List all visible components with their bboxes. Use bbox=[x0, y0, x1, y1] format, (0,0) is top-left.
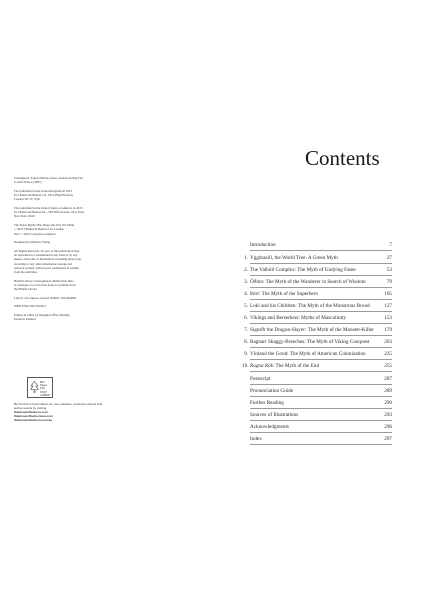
imprint-line: The Norse Myths That Shape the Way We Think bbox=[14, 223, 75, 228]
toc-entry-number: 6. bbox=[244, 315, 248, 321]
imprint-line: recording or any other information storage and bbox=[14, 261, 72, 266]
toc-entry-page: 203 bbox=[384, 339, 392, 345]
fsc-line: MIX bbox=[40, 381, 45, 384]
toc-entry-title: Ragna Rök: The Myth of the End bbox=[250, 363, 320, 369]
toc-entry-page: 287 bbox=[384, 376, 392, 382]
toc-entry-title: Further Reading bbox=[250, 400, 284, 406]
toc-entry-title: Óðinn: The Myth of the Wanderer in Search of Wisdom bbox=[250, 279, 366, 285]
toc-entry-number: 2. bbox=[244, 267, 248, 273]
imprint-line: by Thames & Hudson Inc., 500 Fifth Avenue, New York, bbox=[14, 210, 85, 215]
toc-entry-number: 7. bbox=[244, 327, 248, 333]
toc-entry-number: 1. bbox=[244, 255, 248, 261]
imprint-line: New York 10110 bbox=[14, 214, 35, 219]
toc-row bbox=[250, 239, 392, 251]
toc-entry-title: Introduction bbox=[250, 242, 276, 248]
toc-chapters bbox=[242, 252, 392, 372]
toc-row bbox=[250, 397, 392, 409]
toc-entry-page: 289 bbox=[384, 388, 392, 394]
toc-entry-page: 296 bbox=[384, 424, 392, 430]
promo-text: Be the first to know about our new releases, exclusive content and author events by visiting bbox=[14, 402, 103, 410]
toc-row bbox=[244, 264, 392, 276]
toc-entry-page: 153 bbox=[384, 315, 392, 321]
toc-entry-number: 4. bbox=[244, 291, 248, 297]
imprint-line: Designed by Matthew Young bbox=[14, 240, 51, 245]
fsc-line: FSC bbox=[40, 387, 46, 391]
toc-entry-number: 10. bbox=[242, 363, 249, 369]
imprint-paragraph bbox=[14, 223, 112, 236]
imprint-line: means, electronic or mechanical, including photocopy, bbox=[14, 257, 82, 262]
toc-entry-page: 53 bbox=[386, 267, 392, 273]
toc-entry-page: 225 bbox=[384, 351, 392, 357]
imprint-line: Products Limited bbox=[14, 317, 36, 322]
toc-entry-title: Postscript bbox=[250, 376, 271, 382]
imprint-paragraph bbox=[14, 313, 112, 321]
toc-row bbox=[244, 288, 392, 300]
imprint-line: All Rights Reserved. No part of this publication may bbox=[14, 248, 80, 253]
promo-note bbox=[14, 402, 110, 422]
toc-entry-title: Yggdrasill, the World Tree: A Green Myth bbox=[250, 255, 338, 261]
toc-entry-page: 255 bbox=[384, 363, 392, 369]
imprint-line: First published in the United States of America in 2023 bbox=[14, 206, 83, 211]
toc-entry-page: 179 bbox=[384, 327, 392, 333]
promo-urls bbox=[14, 410, 110, 422]
promo-url: thamesandhudsonusa.com bbox=[14, 414, 53, 418]
toc-entry-page: 293 bbox=[384, 412, 392, 418]
imprint-line: Frontispiece: Edward Burne-Jones, Gudrun Setting Fire bbox=[14, 176, 84, 180]
imprint-line: be reproduced or transmitted in any form or by any bbox=[14, 253, 78, 258]
toc-row bbox=[250, 433, 392, 445]
toc-row bbox=[244, 324, 392, 336]
copyright-imprint bbox=[14, 176, 112, 326]
toc-entry-title: Acknowledgments bbox=[250, 424, 289, 430]
toc-row bbox=[250, 385, 392, 397]
imprint-line: Library of Congress Control Number 2022944082 bbox=[14, 295, 77, 300]
toc-row bbox=[244, 336, 392, 348]
imprint-paragraph bbox=[14, 249, 112, 274]
imprint-paragraph bbox=[14, 304, 112, 308]
toc-entry-title-italic: Ragna Rök bbox=[250, 363, 273, 369]
toc-row bbox=[250, 409, 392, 421]
toc-entry-number: 5. bbox=[244, 303, 248, 309]
toc-back-matter bbox=[250, 373, 392, 445]
toc-entry-number: 9. bbox=[244, 351, 248, 357]
imprint-line: Text © 2023 Carolyne Larrington bbox=[14, 231, 56, 236]
promo-url: thamesandhudson.com.au bbox=[14, 418, 53, 422]
imprint-line: retrieval system, without prior permission in writing bbox=[14, 265, 79, 270]
toc-entry-page: 27 bbox=[386, 255, 392, 261]
imprint-paragraph bbox=[14, 206, 112, 219]
imprint-line: ISBN 978-0-500-25249-5 bbox=[14, 304, 47, 309]
imprint-paragraph bbox=[14, 176, 112, 184]
toc-row bbox=[244, 252, 392, 264]
imprint-line: Printed in China by Shanghai Offset Printing bbox=[14, 313, 70, 318]
imprint-paragraph bbox=[14, 296, 112, 300]
fsc-line: FSC® C008047 bbox=[40, 390, 51, 397]
imprint-line: by Thames & Hudson Ltd, 181A High Holborn, bbox=[14, 193, 74, 198]
imprint-line: to Atli's Palace (1897) bbox=[14, 180, 42, 185]
toc-row bbox=[250, 373, 392, 385]
toc-entry-page: 297 bbox=[384, 436, 392, 442]
toc-entry-page: 127 bbox=[384, 303, 392, 309]
toc-row bbox=[244, 312, 392, 324]
toc-row bbox=[244, 348, 392, 360]
toc-entry-title: Þórr: The Myth of the Superhero bbox=[250, 291, 319, 297]
toc-entry-page: 7 bbox=[389, 242, 392, 248]
toc-entry-title: Ragnarr Shaggy-Breeches: The Myth of Viking Conquest bbox=[250, 339, 370, 345]
contents-heading: Contents bbox=[305, 146, 380, 170]
toc-entry-number: 8. bbox=[244, 339, 248, 345]
imprint-line: the British Library bbox=[14, 287, 38, 292]
toc-entry-title: Pronunciation Guide bbox=[250, 388, 294, 394]
imprint-line: British Library Cataloguing-in-Publication Data bbox=[14, 278, 74, 283]
tree-icon bbox=[30, 381, 39, 393]
promo-url: thamesandhudson.com bbox=[14, 410, 48, 414]
toc-entry-title: Loki and his Children: The Myth of the Monstrous Brood bbox=[250, 303, 370, 309]
toc-entry-title: Sources of Illustrations bbox=[250, 412, 299, 418]
toc-row bbox=[250, 421, 392, 433]
imprint-paragraph bbox=[14, 189, 112, 202]
toc-row bbox=[244, 300, 392, 312]
toc-entry-title: Vikings and Berserkers: Myths of Masculinity bbox=[250, 315, 347, 321]
toc-entry-title: Index bbox=[250, 436, 262, 442]
toc-entry-title: Sigurðr the Dragon-Slayer: The Myth of the Monster-Killer bbox=[250, 327, 374, 333]
toc-entry-number: 3. bbox=[244, 279, 248, 285]
toc-row bbox=[242, 360, 392, 372]
imprint-line: © 2023 Thames & Hudson Ltd, London bbox=[14, 227, 64, 232]
imprint-line: First published in the United Kingdom in 2023 bbox=[14, 188, 73, 193]
imprint-paragraph bbox=[14, 279, 112, 292]
fsc-logo bbox=[27, 377, 53, 398]
toc-entry-page: 105 bbox=[384, 291, 392, 297]
fsc-line: Paper bbox=[40, 384, 47, 388]
imprint-line: from the publisher. bbox=[14, 269, 38, 274]
toc-entry-title: The Valhöll Complex: The Myth of Undying Fame bbox=[250, 267, 356, 273]
toc-row bbox=[244, 276, 392, 288]
toc-entry-title: Vínland the Good: The Myth of American Colonization bbox=[250, 351, 366, 357]
imprint-line: A catalogue record for this book is available from bbox=[14, 282, 76, 287]
toc-introduction bbox=[250, 239, 392, 251]
fsc-text bbox=[40, 381, 52, 397]
toc-entry-page: 79 bbox=[386, 279, 392, 285]
imprint-paragraph bbox=[14, 240, 112, 244]
imprint-line: London WC1V 7QX bbox=[14, 197, 40, 202]
toc-entry-page: 290 bbox=[384, 400, 392, 406]
